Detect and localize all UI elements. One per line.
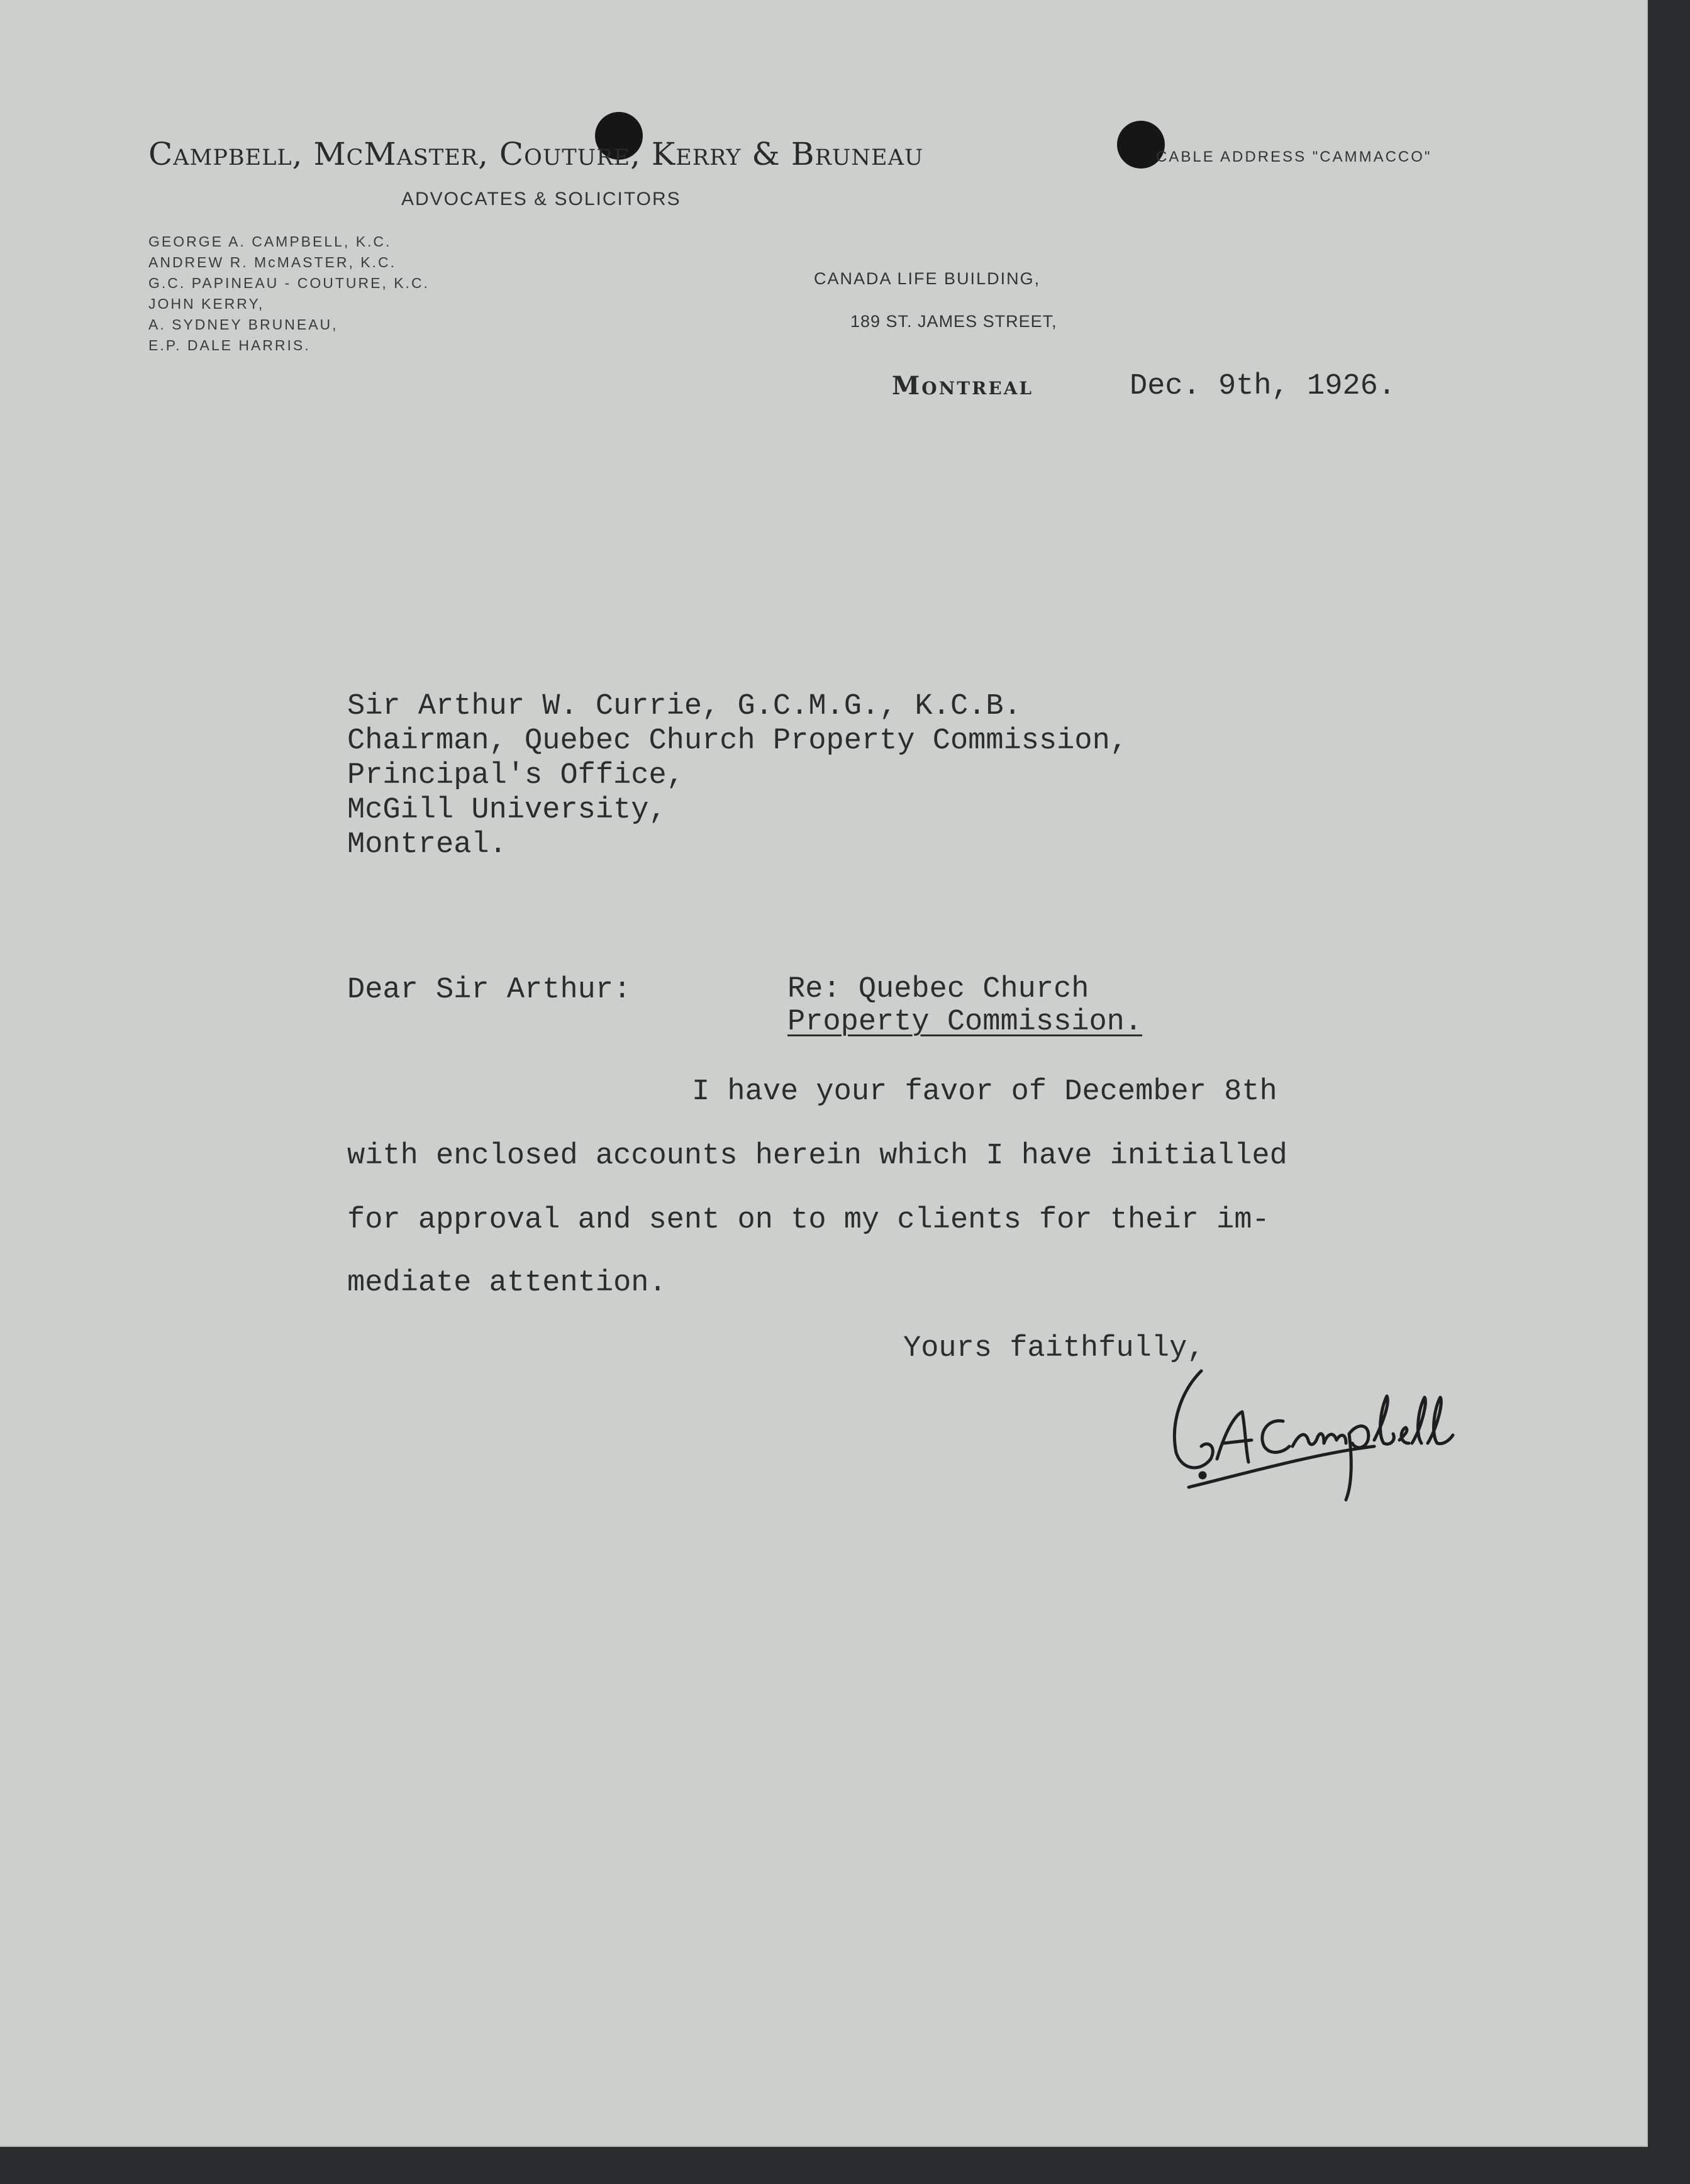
recipient-address xyxy=(347,689,1128,862)
subject-line-1: Re: Quebec Church xyxy=(787,973,1089,1006)
subject-line-2: Property Commission. xyxy=(787,1006,1143,1039)
firm-name: Campbell, McMaster, Couture, Kerry & Bruneau xyxy=(148,136,924,172)
body-line: I have your favor of December 8th xyxy=(692,1075,1277,1109)
body-line: with enclosed accounts herein which I have initialled xyxy=(347,1139,1287,1173)
salutation: Dear Sir Arthur: xyxy=(347,973,631,1007)
building-name: CANADA LIFE BUILDING, xyxy=(814,269,1041,288)
recipient-line: Chairman, Quebec Church Property Commission, xyxy=(347,724,1128,758)
recipient-line: McGill University, xyxy=(347,794,667,827)
partner-name: JOHN KERRY, xyxy=(148,296,265,312)
partner-name: GEORGE A. CAMPBELL, K.C. xyxy=(148,233,392,250)
closing: Yours faithfully, xyxy=(903,1332,1205,1365)
partner-name: ANDREW R. McMASTER, K.C. xyxy=(148,254,397,270)
street-address: 189 ST. JAMES STREET, xyxy=(850,312,1057,331)
body-line: for approval and sent on to my clients for their im- xyxy=(347,1204,1270,1237)
partner-list xyxy=(148,231,430,356)
firm-subtitle: ADVOCATES & SOLICITORS xyxy=(401,189,681,209)
subject-line xyxy=(787,973,1142,1039)
body-line: mediate attention. xyxy=(347,1267,667,1300)
partner-name: A. SYDNEY BRUNEAU, xyxy=(148,316,338,333)
recipient-line: Montreal. xyxy=(347,828,507,862)
signature xyxy=(1157,1352,1497,1516)
partner-name: G.C. PAPINEAU - COUTURE, K.C. xyxy=(148,275,430,291)
cable-address: CABLE ADDRESS "CAMMACCO" xyxy=(1156,148,1432,165)
city-name: Montreal xyxy=(892,371,1034,401)
recipient-line: Principal's Office, xyxy=(347,759,684,792)
letter-date: Dec. 9th, 1926. xyxy=(1130,370,1396,403)
recipient-line: Sir Arthur W. Currie, G.C.M.G., K.C.B. xyxy=(347,690,1021,723)
partner-name: E.P. DALE HARRIS. xyxy=(148,337,311,353)
